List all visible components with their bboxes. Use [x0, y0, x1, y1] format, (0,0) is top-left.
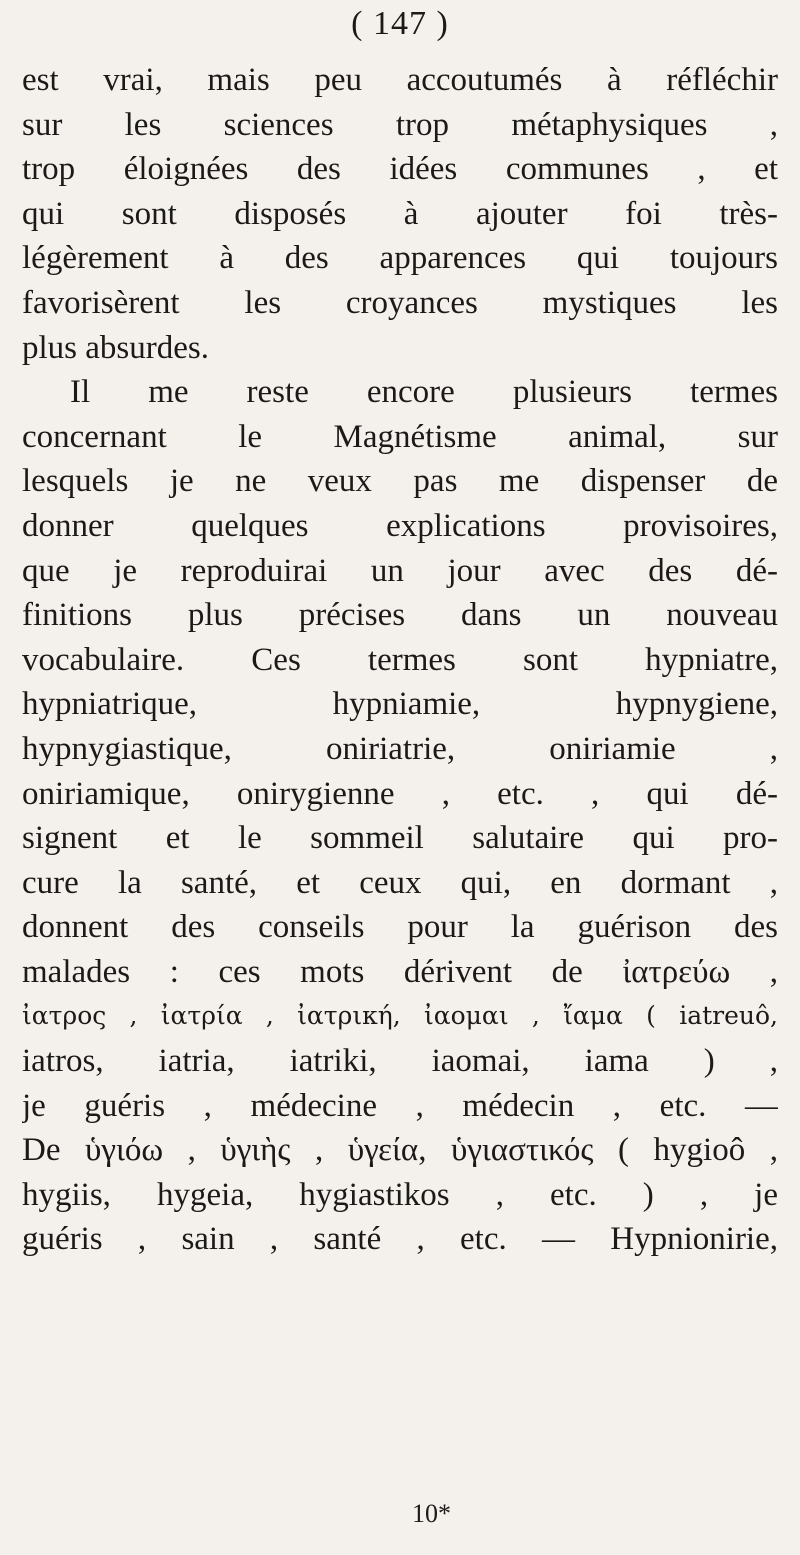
text-line: donner quelques explications provisoires,	[22, 507, 778, 544]
text-line: hypnygiastique, oniriatrie, oniriamie ,	[22, 730, 778, 767]
text-line: De ὑγιόω , ὑγιὴς , ὑγεία, ὑγιαστικός ( hygioô ,	[22, 1132, 778, 1169]
text-line: malades : ces mots dérivent de ἰατρεύω ,	[22, 953, 778, 990]
text-line: oniriamique, onirygienne , etc. , qui dé-	[22, 775, 778, 812]
text-line: finitions plus précises dans un nouveau	[22, 597, 778, 634]
text-line: guéris , sain , santé , etc. — Hypnionirie,	[22, 1221, 778, 1258]
text-line: plus absurdes.	[22, 329, 209, 366]
text-line: hypniatrique, hypniamie, hypnygiene,	[22, 686, 778, 723]
text-line: favorisèrent les croyances mystiques les	[22, 284, 778, 321]
text-line: sur les sciences trop métaphysiques ,	[22, 106, 778, 143]
text-line: cure la santé, et ceux qui, en dormant ,	[22, 864, 778, 901]
text-line: donnent des conseils pour la guérison des	[22, 909, 778, 946]
text-line: iatros, iatria, iatriki, iaomai, iama ) ,	[22, 1043, 778, 1080]
text-line: signent et le sommeil salutaire qui pro-	[22, 820, 778, 857]
text-line: hygiis, hygeia, hygiastikos , etc. ) , je	[22, 1176, 778, 1213]
paragraph-start-line: Il me reste encore plusieurs termes	[70, 374, 778, 411]
text-line: que je reproduirai un jour avec des dé-	[22, 552, 778, 589]
text-line: est vrai, mais peu accoutumés à réfléchir	[22, 62, 778, 98]
text-line: légèrement à des apparences qui toujours	[22, 240, 778, 277]
text-line: je guéris , médecine , médecin , etc. —	[22, 1087, 778, 1124]
greek-text-line: ἰατρος , ἰατρία , ἰατρική, ἰαομαι , ἴαμα ( iatreuô,	[22, 1001, 778, 1031]
signature-mark: 10*	[412, 1499, 451, 1528]
text-line: qui sont disposés à ajouter foi très-	[22, 195, 778, 232]
body-text	[22, 58, 778, 1262]
text-line: trop éloignées des idées communes , et	[22, 151, 778, 188]
text-line: lesquels je ne veux pas me dispenser de	[22, 463, 778, 500]
page-number: ( 147 )	[351, 5, 449, 42]
text-line: vocabulaire. Ces termes sont hypniatre,	[22, 641, 778, 678]
text-line: concernant le Magnétisme animal, sur	[22, 418, 778, 455]
